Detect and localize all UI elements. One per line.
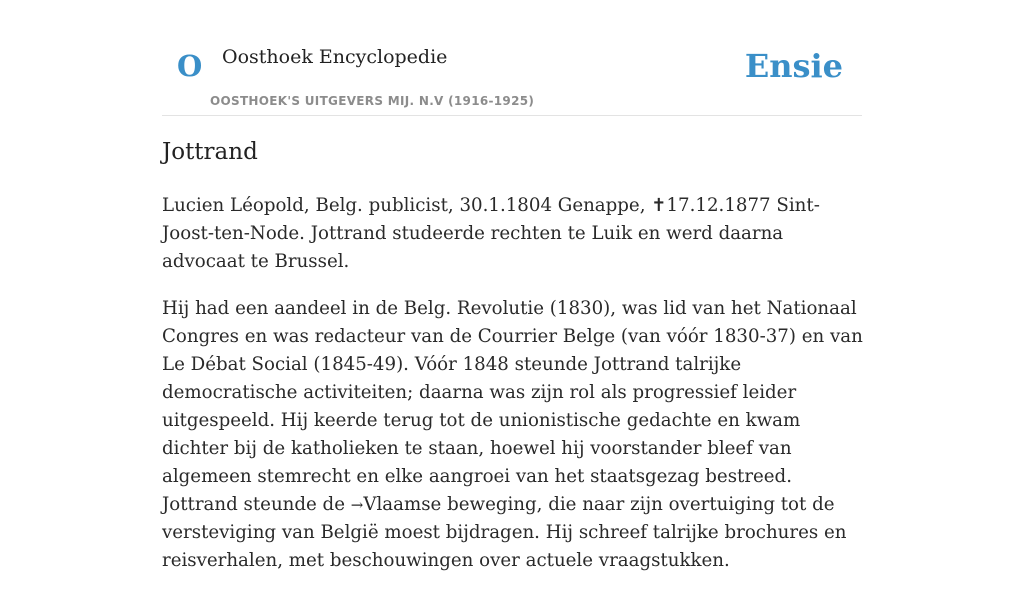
entry-body xyxy=(162,192,867,594)
paragraph-2-text-after-link: , die naar zijn overtuiging tot de versteviging van België moest bijdragen. Hij schreef talrijke brochures en reisverhalen, met beschouwingen over actuele vraagstukken. xyxy=(162,494,847,571)
book-title[interactable]: Oosthoek Encyclopedie xyxy=(222,46,448,68)
book-logo[interactable]: O xyxy=(177,49,203,83)
paragraph-1: Lucien Léopold, Belg. publicist, 30.1.1804 Genappe, ✝17.12.1877 Sint-Joost-ten-Node. Jottrand studeerde rechten te Luik en werd daarna advocaat te Brussel. xyxy=(162,195,820,272)
book-subtitle: OOSTHOEK'S UITGEVERS MIJ. N.V (1916-1925) xyxy=(210,94,535,108)
xref-arrow-icon: → xyxy=(350,496,364,514)
paragraph-2 xyxy=(162,295,867,575)
site-header xyxy=(162,40,862,116)
xref-link-vlaamse-beweging[interactable]: Vlaamse beweging xyxy=(363,494,537,515)
ensie-brand-logo[interactable]: Ensie xyxy=(744,47,843,85)
paragraph-2-text-before-link: Hij had een aandeel in de Belg. Revolutie (1830), was lid van het Nationaal Congres en was redacteur van de Courrier Belge (van vóór 1830-37) en van Le Débat Social (1845-49). Vóór 1848 steunde Jottrand talrijke democratische activiteiten; daarna was zijn rol als progressief leider uitgespeeld. Hij keerde terug tot de unionistische gedachte en kwam dichter bij de katholieken te staan, hoewel hij voorstander bleef van algemeen stemrecht en elke aangroei van het staatsgezag bestreed. Jottrand steunde de xyxy=(162,298,863,515)
entry-title: Jottrand xyxy=(162,139,258,165)
